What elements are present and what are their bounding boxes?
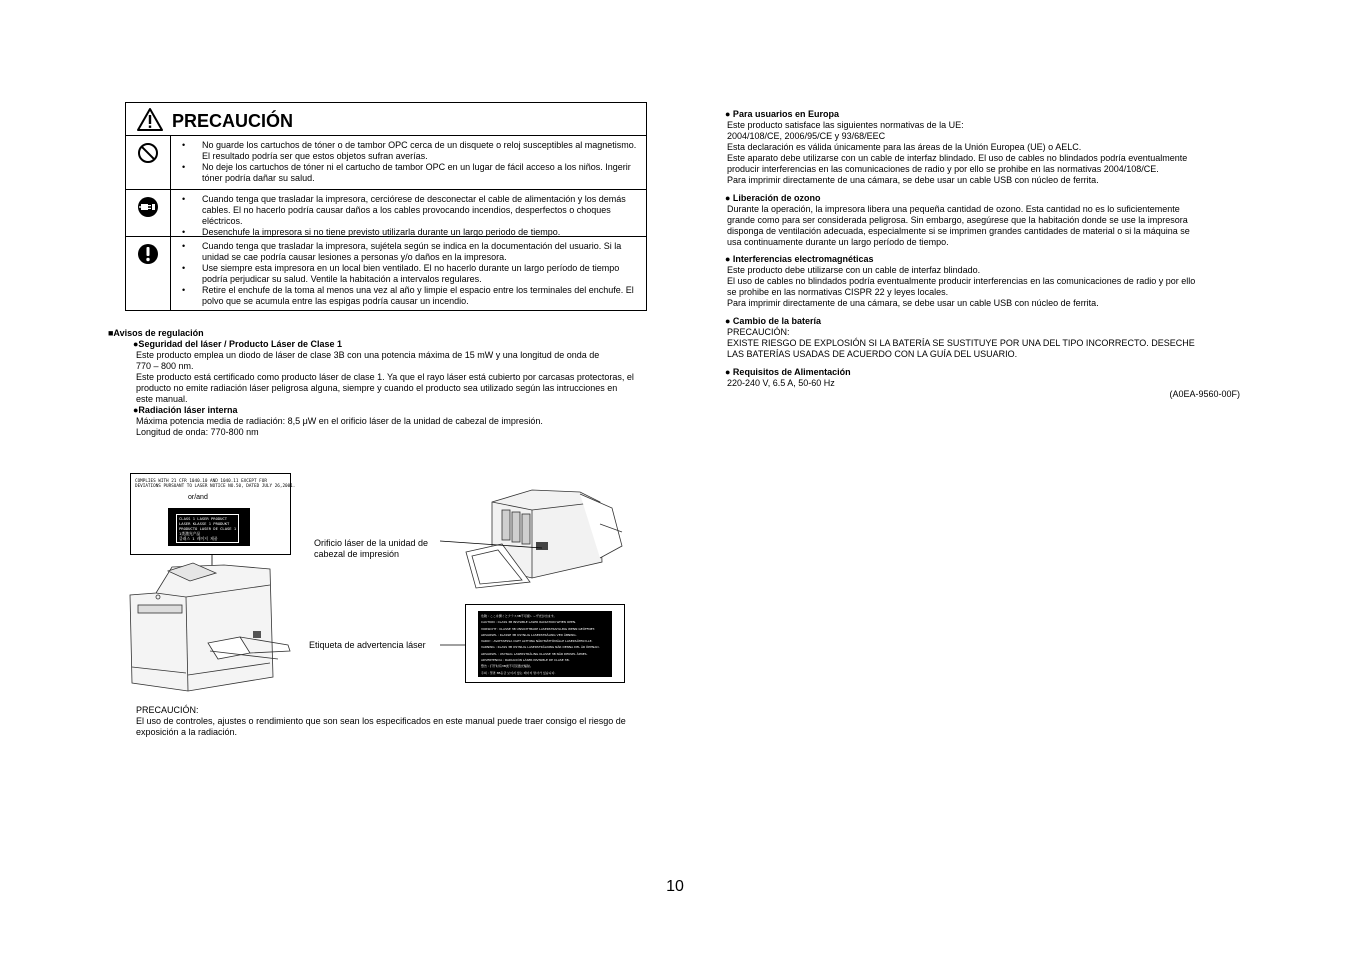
text-line: disponga de ventilación adecuada, especialmente si se imprimen grandes cantidades de material o si la máquina se [727, 226, 1190, 236]
caution-title-row [126, 103, 646, 136]
text-line: Máxima potencia media de radiación: 8,5 μW en el orificio láser de la unidad de cabezal de impresión. [136, 416, 543, 426]
text-line: Para imprimir directamente de una cámara, se debe usar un cable USB con núcleo de ferrita. [727, 175, 1099, 185]
power-heading: ● Requisitos de Alimentación [725, 367, 851, 377]
text-line: ADVERTENCIA : RADIACIÓN LÁSER INVISIBLE DE CLASE 3B. [481, 658, 570, 663]
text-line: DEVIATIONS PURSUANT TO LASER NOTICE NO.50, DATED JULY 26,2001. [135, 484, 296, 489]
unplug-icon [137, 196, 159, 218]
text-line: VORSICHT : KLASSE 3B UNSICHTBARE LASERSTRAHLUNG WENN GEÖFFNET. [481, 626, 595, 631]
text-line: PRECAUCIÓN: [727, 327, 790, 337]
warning-triangle-icon [136, 107, 164, 132]
text-line: Durante la operación, la impresora libera una pequeña cantidad de ozono. Esta cantidad no es lo suficientemente [727, 204, 1180, 214]
caution-row-2 [126, 190, 646, 237]
caution-title: PRECAUCIÓN [172, 111, 294, 131]
caution-list-3 [182, 241, 642, 307]
text-line: 1类激光产品 [179, 531, 201, 536]
compliance-label-box [130, 473, 296, 555]
compliance-text [135, 479, 295, 489]
class1-label [168, 508, 250, 546]
battery-text [727, 327, 1195, 360]
laser-warning-label-box [465, 604, 625, 683]
text-line: PRODUCTO LASER DE CLASE 1 [179, 526, 237, 531]
text-line: 危険 : ここを開くとクラス3B不可視レーザ光が出ます。 [481, 614, 557, 618]
battery-heading: ● Cambio de la batería [725, 316, 821, 326]
internal-radiation-text [136, 416, 543, 438]
list-item: • Use siempre esta impresora en un local bien ventilado. El no hacerlo durante un largo período de tiempo podría perjudicar su salud. Ventile la habitación a intervalos regulares. [182, 263, 642, 285]
text-line: Este producto satisface las siguientes normativas de la UE: [727, 120, 964, 130]
text-line: ADVARSEL : USYNLIG LASERSTRÅLING KLASSE 3B NÅR DEKSEL ÅPNES. [481, 651, 588, 656]
ozone-heading: ● Liberación de ozono [725, 193, 821, 203]
text-line: CLASS 1 LASER PRODUCT [179, 516, 228, 521]
text-line: 클래스 1 레이저 제품 [179, 536, 218, 541]
laser-safety-text [136, 350, 676, 405]
text-line: producto no emite radiación láser peligrosa alguna, siempre y cuando el producto sea utilizado según las intrucciones en [136, 383, 618, 393]
europe-heading: ● Para usuarios en Europa [725, 109, 839, 119]
laser-warning-label [478, 611, 612, 677]
caution-row-1 [126, 136, 646, 190]
text-line: 警告 : 打开时有3B类不可见激光辐射。 [481, 664, 533, 669]
internal-radiation-heading: ●Radiación láser interna [133, 405, 238, 415]
text-line: El uso de controles, ajustes o rendimiento que son sean los especificados en este manual puede traer consigo el riesgo de [136, 716, 626, 726]
list-item: • Cuando tenga que trasladar la impresora, sujétela según se indica en la documentación del usuario. Si la unidad se cae podría causar lesiones a personas y/o daños en la impresora. [182, 241, 642, 263]
bottom-caution-title: PRECAUCIÓN: [136, 705, 199, 715]
document-code: (A0EA-9560-00F) [1169, 389, 1240, 399]
text-line: Este producto emplea un diodo de láser de clase 3B con una potencia máxima de 15 mW y una longitud de onda de [136, 350, 600, 360]
europe-text [727, 120, 1187, 186]
callout-laser-hole [314, 538, 428, 560]
emi-heading: ● Interferencias electromagnéticas [725, 254, 874, 264]
text-line: producir interferencias en las comunicaciones de radio y por ello se prohibe en las normativas 2004/108/CE. [727, 164, 1159, 174]
list-item: • No guarde los cartuchos de tóner o de tambor OPC cerca de un disquete o reloj susceptibles al magnetismo. El resultado podría ser que estos objetos sufran averías. [182, 140, 642, 162]
text-line: Orificio láser de la unidad de [314, 538, 429, 548]
caution-list-2 [182, 194, 642, 238]
text-line: grande como para ser considerada peligrosa. Sin embargo, asegúrese que la habitación donde se use la impresora [727, 215, 1188, 225]
text-line: usa continuamente durante un largo período de tiempo. [727, 237, 949, 247]
text-line: 770 – 800 nm. [136, 361, 194, 371]
printer-illustration-left [128, 555, 293, 697]
text-line: CAUTION : CLASS 3B INVISIBLE LASER RADIATION WHEN OPEN. [481, 620, 577, 625]
text-line: VARO! : AVATTAESSA OLET ALTTIINA NÄKYMÄTTÖMÄLLE LASERSÄTEILYLLE. [481, 639, 593, 644]
text-line: ADVARSEL : KLASSE 3B USYNLIG LASERSTRÅLING VED ÅBNING. [481, 632, 577, 637]
text-line: Esta declaración es válida únicamente para las áreas de la Unión Europea (UE) o AELC. [727, 142, 1082, 152]
text-line: cabezal de impresión [314, 549, 400, 559]
list-item: • Retire el enchufe de la toma al menos una vez al año y limpie el espacio entre los terminales del enchufe. El polvo que se acumula entre las espigas podría causar un incendio. [182, 285, 642, 307]
emi-text [727, 265, 1195, 309]
text-line: COMPLIES WITH 21 CFR 1040.10 AND 1040.11 EXCEPT FOR [135, 479, 267, 484]
text-line: exposición a la radiación. [136, 727, 238, 737]
ozone-text [727, 204, 1190, 248]
caution-list-1 [182, 140, 642, 184]
text-line: El uso de cables no blindados podría eventualmente producir interferencias en las comunicaciones de radio y por ello [727, 276, 1196, 286]
text-line: VARNING : KLASS 3B OSYNLIG LASERSTRÅLNING NÄR DENNA DEL ÄR ÖPPNAD. [481, 645, 600, 650]
text-line: LAS BATERÍAS USADAS DE ACUERDO CON LA GUÍA DEL USUARIO. [727, 349, 1018, 359]
text-line: Para imprimir directamente de una cámara, se debe usar un cable USB con núcleo de ferrita. [727, 298, 1099, 308]
list-item: • No deje los cartuchos de tóner ni el cartucho de tambor OPC en un lugar de fácil acceso a los niños. Ingerir tóner podría dañar su salud. [182, 162, 642, 184]
caution-box [125, 102, 647, 311]
regulation-heading: ■Avisos de regulación [108, 328, 204, 338]
callout-warning-label: Etiqueta de advertencia láser [309, 640, 426, 650]
caution-row-3 [126, 237, 646, 310]
list-item: • Desenchufe la impresora si no tiene previsto utilizarla durante un largo periodo de tiempo. [182, 227, 642, 238]
text-line: 주의 : 열면 3B등급 보이지 않는 레이저 방사가 있습니다. [481, 670, 556, 675]
text-line: Longitud de onda: 770-800 nm [136, 427, 259, 437]
prohibition-icon [137, 142, 159, 164]
exclamation-icon [137, 243, 159, 265]
text-line: Este producto debe utilizarse con un cable de interfaz blindado. [727, 265, 981, 275]
or-and-text: or/and [188, 494, 208, 501]
text-line: Este producto está certificado como producto láser de clase 1. Ya que el rayo láser está cubierto por carcasas protectoras, el [136, 372, 634, 382]
text-line: este manual. [136, 394, 188, 404]
bottom-caution [136, 705, 626, 738]
page-number: 10 [666, 878, 684, 895]
list-item: • Cuando tenga que trasladar la impresora, cerciórese de desconectar el cable de alimentación y los demás cables. El no hacerlo podría causar daños a los cables provocando incendios, desperfectos o choques eléctricos. [182, 194, 642, 227]
text-line: se prohibe en las normativas CISPR 22 y leyes locales. [727, 287, 949, 297]
text-line: EXISTE RIESGO DE EXPLOSIÓN SI LA BATERÍA SE SUSTITUYE POR UNA DEL TIPO INCORRECTO. DESECHE [727, 338, 1195, 348]
text-line: LASER KLASSE 1 PRODUKT [179, 521, 230, 526]
laser-safety-heading: ●Seguridad del láser / Producto Láser de Clase 1 [133, 339, 343, 349]
text-line: Este aparato debe utilizarse con un cable de interfaz blindado. El uso de cables no blindados podría eventualmente [727, 153, 1188, 163]
power-value: 220-240 V, 6.5 A, 50-60 Hz [727, 378, 835, 388]
text-line: 2004/108/CE, 2006/95/CE y 93/68/EEC [727, 131, 886, 141]
